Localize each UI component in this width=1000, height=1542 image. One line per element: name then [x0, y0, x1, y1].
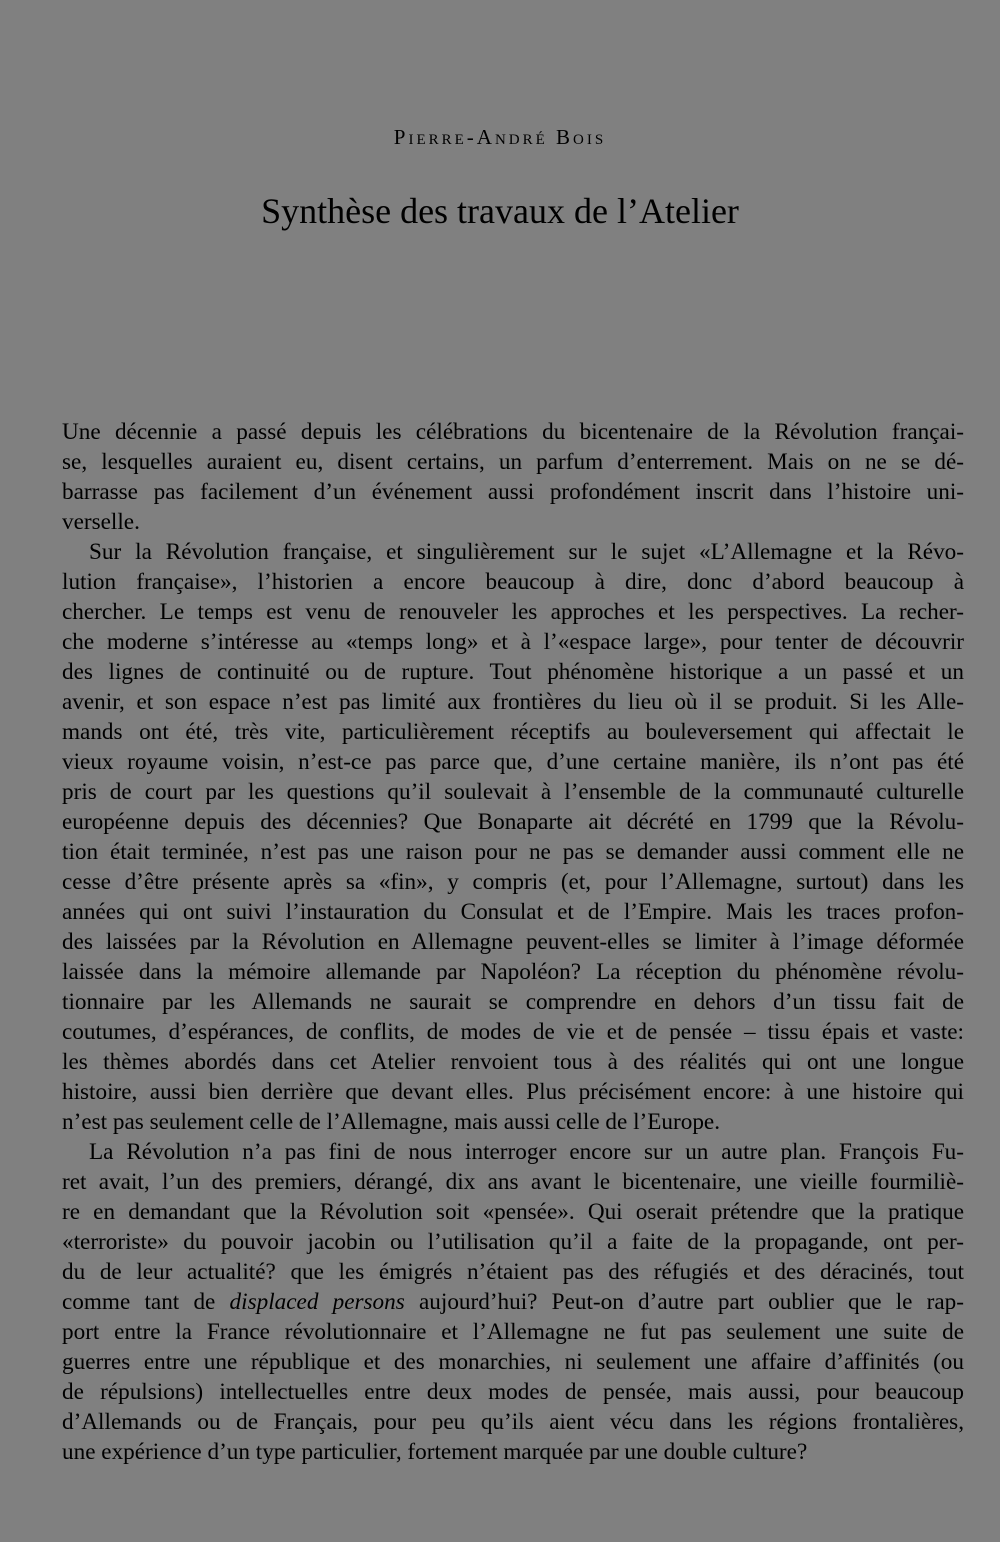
text-line: laissée dans la mémoire allemande par Napoléon? La réception du phénomène révolu- [62, 959, 964, 985]
text-line: vieux royaume voisin, n’est-ce pas parce que, d’une certaine manière, ils n’ont pas été [62, 749, 964, 775]
text-line: Une décennie a passé depuis les célébrations du bicentenaire de la Révolution françai- [62, 419, 964, 445]
text-line: tionnaire par les Allemands ne saurait se comprendre en dehors d’un tissu fait de [62, 989, 964, 1015]
text-line: tion était terminée, n’est pas une raison pour ne pas se demander aussi comment elle ne [62, 839, 964, 865]
text-line: coutumes, d’espérances, de conflits, de modes de vie et de pensée – tissu épais et vaste: [62, 1019, 964, 1045]
text-line: verselle. [62, 509, 140, 535]
text-line: barrasse pas facilement d’un événement aussi profondément inscrit dans l’histoire uni- [62, 479, 964, 505]
text-line: histoire, aussi bien derrière que devant elles. Plus précisément encore: à une histoire qui [62, 1079, 964, 1105]
text-line: re en demandant que la Révolution soit «pensée». Qui oserait prétendre que la pratique [62, 1199, 964, 1225]
paragraph-1 [62, 417, 964, 537]
text-line: années qui ont suivi l’instauration du Consulat et de l’Empire. Mais les traces profon- [62, 899, 964, 925]
text-line: une expérience d’un type particulier, fortement marquée par une double culture? [62, 1439, 808, 1465]
text-line: se, lesquelles auraient eu, disent certains, un parfum d’enterrement. Mais on ne se dé- [62, 449, 964, 475]
text-line: n’est pas seulement celle de l’Allemagne, mais aussi celle de l’Europe. [62, 1109, 721, 1135]
text-line: d’Allemands ou de Français, pour peu qu’ils aient vécu dans les régions frontalières, [62, 1409, 964, 1435]
text-line: lution française», l’historien a encore beaucoup à dire, donc d’abord beaucoup à [62, 569, 964, 595]
paragraph-3 [62, 1137, 964, 1467]
paragraph-2 [62, 537, 964, 1137]
text-line: «terroriste» du pouvoir jacobin ou l’utilisation qu’il a faite de la propagande, ont per- [62, 1229, 964, 1255]
italic-term: displaced persons [229, 1289, 405, 1315]
body-text [62, 417, 964, 1467]
text-line: des lignes de continuité ou de rupture. Tout phénomène historique a un passé et un [62, 659, 964, 685]
text-line: cesse d’être présente après sa «fin», y compris (et, pour l’Allemagne, surtout) dans les [62, 869, 964, 895]
text-line: les thèmes abordés dans cet Atelier renvoient tous à des réalités qui ont une longue [62, 1049, 964, 1075]
text-line: guerres entre une république et des monarchies, ni seulement une affaire d’affinités (ou [62, 1349, 964, 1375]
text-line [62, 1287, 964, 1317]
text-segment: aujourd’hui? Peut-on d’autre part oublier que le rap- [404, 1289, 965, 1315]
text-line: Sur la Révolution française, et singulièrement sur le sujet «L’Allemagne et la Révo- [89, 539, 964, 565]
text-line: européenne depuis des décennies? Que Bonaparte ait décrété en 1799 que la Révolu- [62, 809, 964, 835]
text-line: pris de court par les questions qu’il soulevait à l’ensemble de la communauté culturelle [62, 779, 964, 805]
text-segment: comme tant de [62, 1289, 230, 1315]
text-line: che moderne s’intéresse au «temps long» et à l’«espace large», pour tenter de découvrir [62, 629, 964, 655]
text-line: ret avait, l’un des premiers, dérangé, dix ans avant le bicentenaire, une vieille fourmiliè- [62, 1169, 964, 1195]
author-name: Pierre-André Bois [393, 125, 607, 149]
text-line: des laissées par la Révolution en Allemagne peuvent-elles se limiter à l’image déformée [62, 929, 964, 955]
text-line: La Révolution n’a pas fini de nous interroger encore sur un autre plan. François Fu- [89, 1139, 964, 1165]
text-line: mands ont été, très vite, particulièrement réceptifs au bouleversement qui affectait le [62, 719, 964, 745]
text-line: du de leur actualité? que les émigrés n’étaient pas des réfugiés et des déracinés, tout [62, 1259, 964, 1285]
chapter-title: Synthèse des travaux de l’Atelier [261, 191, 739, 231]
text-line: avenir, et son espace n’est pas limité aux frontières du lieu où il se produit. Si les Alle- [62, 689, 964, 715]
text-line: chercher. Le temps est venu de renouveler les approches et les perspectives. La recher- [62, 599, 964, 625]
text-line: port entre la France révolutionnaire et l’Allemagne ne fut pas seulement une suite de [62, 1319, 964, 1345]
text-line: de répulsions) intellectuelles entre deux modes de pensée, mais aussi, pour beaucoup [62, 1379, 964, 1405]
